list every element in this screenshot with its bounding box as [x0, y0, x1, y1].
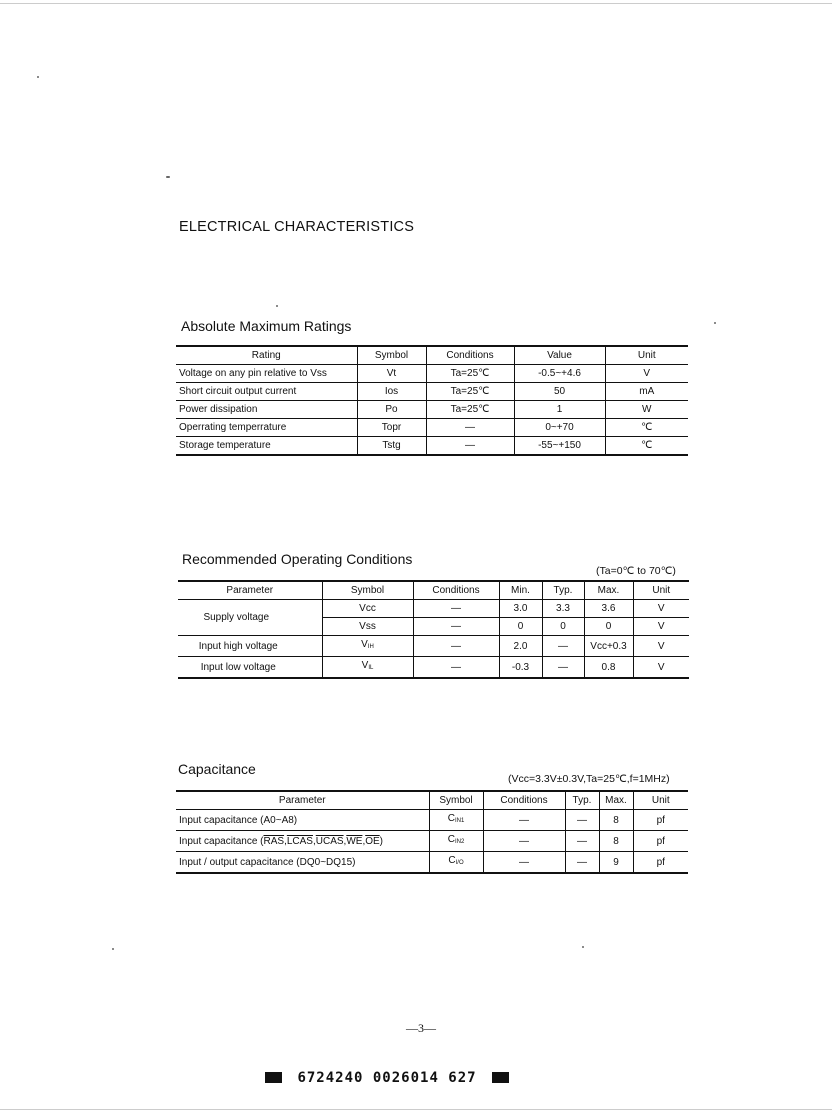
cell: ℃	[605, 419, 688, 437]
cell: —	[413, 636, 499, 657]
cell: Po	[357, 401, 426, 419]
cell: Vcc+0.3	[584, 636, 633, 657]
cell: 0	[542, 618, 584, 636]
cell: Topr	[357, 419, 426, 437]
footer-code-text: 6724240 0026014 627	[297, 1070, 477, 1086]
col-header: Symbol	[429, 791, 483, 810]
cell: 9	[599, 852, 633, 874]
cell: —	[413, 600, 499, 618]
table-row	[178, 636, 689, 657]
cell	[429, 831, 483, 852]
cell: Ta=25℃	[426, 365, 514, 383]
table-header-row	[176, 791, 688, 810]
cell: —	[542, 636, 584, 657]
cell: —	[483, 852, 565, 874]
cell: —	[413, 618, 499, 636]
cell: 3.3	[542, 600, 584, 618]
cell: Ta=25℃	[426, 401, 514, 419]
cell	[429, 852, 483, 874]
symbol-subscript: IN2	[454, 839, 465, 845]
col-header: Conditions	[483, 791, 565, 810]
capacitance-table	[176, 790, 688, 874]
table-row	[176, 810, 688, 831]
cell: Ta=25℃	[426, 383, 514, 401]
cell: —	[426, 437, 514, 456]
cell: 3.6	[584, 600, 633, 618]
col-header: Value	[514, 346, 605, 365]
col-header: Unit	[633, 581, 689, 600]
cell: ℃	[605, 437, 688, 456]
cell: Input high voltage	[178, 636, 322, 657]
col-header: Min.	[499, 581, 542, 600]
cell	[322, 657, 413, 679]
col-header: Symbol	[357, 346, 426, 365]
cell	[176, 831, 429, 852]
page-title: ELECTRICAL CHARACTERISTICS	[179, 219, 415, 235]
recommended-note: (Ta=0℃ to 70℃)	[596, 565, 676, 577]
cell: V	[633, 636, 689, 657]
col-header: Typ.	[542, 581, 584, 600]
black-block-icon	[265, 1072, 282, 1083]
table-row	[178, 657, 689, 679]
recommended-table	[178, 580, 689, 679]
cell: V	[633, 618, 689, 636]
cell: Voltage on any pin relative to Vss	[176, 365, 357, 383]
cell: Supply voltage	[178, 600, 322, 636]
page-number: —3—	[406, 1021, 436, 1035]
cell: 3.0	[499, 600, 542, 618]
table-row	[176, 419, 688, 437]
cell: V	[633, 600, 689, 618]
cell	[322, 636, 413, 657]
table-row	[178, 600, 689, 618]
cell	[429, 810, 483, 831]
table-row	[176, 831, 688, 852]
signal-lcas: LCAS	[286, 835, 313, 847]
cell: —	[565, 852, 599, 874]
cell: —	[542, 657, 584, 679]
cell: -55~+150	[514, 437, 605, 456]
black-block-icon	[492, 1072, 509, 1083]
symbol-base: V	[361, 639, 368, 650]
cell: Tstg	[357, 437, 426, 456]
cell: 2.0	[499, 636, 542, 657]
table-row	[176, 383, 688, 401]
capacitance-title: Capacitance	[178, 761, 256, 777]
recommended-title: Recommended Operating Conditions	[182, 551, 413, 567]
cell: Input capacitance (A0~A8)	[176, 810, 429, 831]
cell: —	[565, 831, 599, 852]
cell: 50	[514, 383, 605, 401]
col-header: Conditions	[413, 581, 499, 600]
separator: ,	[343, 835, 347, 847]
cell: 8	[599, 831, 633, 852]
table-row	[176, 401, 688, 419]
symbol-base: C	[447, 834, 455, 845]
cell: 1	[514, 401, 605, 419]
separator: ,	[312, 835, 316, 847]
param-prefix: Input capacitance (	[179, 835, 264, 847]
cell: V	[605, 365, 688, 383]
signal-ras: $\overline{RAS}$	[263, 835, 285, 847]
cell: Vcc	[322, 600, 413, 618]
separator: ,	[362, 835, 366, 847]
cell: Input / output capacitance (DQ0~DQ15)	[176, 852, 429, 874]
signal-we: $\overline{WE}$	[346, 835, 363, 847]
col-header: Rating	[176, 346, 357, 365]
absolute-max-title: Absolute Maximum Ratings	[181, 318, 352, 334]
cell: —	[483, 831, 565, 852]
symbol-subscript: IN1	[454, 818, 465, 824]
table-header-row	[176, 346, 688, 365]
cell: Vt	[357, 365, 426, 383]
table-row	[176, 852, 688, 874]
col-header: Unit	[605, 346, 688, 365]
param-suffix: )	[379, 835, 384, 847]
cell: —	[565, 810, 599, 831]
cell: -0.5~+4.6	[514, 365, 605, 383]
cell: —	[413, 657, 499, 679]
cell: pf	[633, 852, 688, 874]
table-header-row	[178, 581, 689, 600]
symbol-base: C	[447, 813, 455, 824]
cell: Storage temperature	[176, 437, 357, 456]
col-header: Max.	[599, 791, 633, 810]
col-header: Typ.	[565, 791, 599, 810]
cell: Short circuit output current	[176, 383, 357, 401]
cell: W	[605, 401, 688, 419]
cell: mA	[605, 383, 688, 401]
cell: 0~+70	[514, 419, 605, 437]
cell: —	[483, 810, 565, 831]
col-header: Symbol	[322, 581, 413, 600]
cell: -0.3	[499, 657, 542, 679]
table-row	[176, 365, 688, 383]
col-header: Max.	[584, 581, 633, 600]
cell: Power dissipation	[176, 401, 357, 419]
cell: —	[426, 419, 514, 437]
symbol-subscript: IL	[368, 665, 374, 671]
symbol-subscript: IH	[367, 644, 374, 650]
signal-oe: $\overline{OE}$	[365, 835, 380, 847]
cell: Input low voltage	[178, 657, 322, 679]
cell: pf	[633, 810, 688, 831]
cell: Ios	[357, 383, 426, 401]
footer-code	[265, 1070, 509, 1086]
cell: V	[633, 657, 689, 679]
cell: 0.8	[584, 657, 633, 679]
signal-ucas: UCAS	[315, 835, 344, 847]
cell: 0	[584, 618, 633, 636]
cell: 0	[499, 618, 542, 636]
symbol-subscript: I/O	[455, 860, 464, 866]
symbol-base: V	[361, 660, 369, 671]
symbol-base: C	[448, 855, 456, 866]
table-row	[176, 437, 688, 456]
cell: 8	[599, 810, 633, 831]
cell: Operrating temperrature	[176, 419, 357, 437]
capacitance-note: (Vcc=3.3V±0.3V,Ta=25℃,f=1MHz)	[508, 773, 670, 785]
col-header: Parameter	[178, 581, 322, 600]
cell: Vss	[322, 618, 413, 636]
separator: ,	[284, 835, 287, 847]
col-header: Conditions	[426, 346, 514, 365]
col-header: Parameter	[176, 791, 429, 810]
cell: pf	[633, 831, 688, 852]
absolute-max-table	[176, 345, 688, 456]
col-header: Unit	[633, 791, 688, 810]
